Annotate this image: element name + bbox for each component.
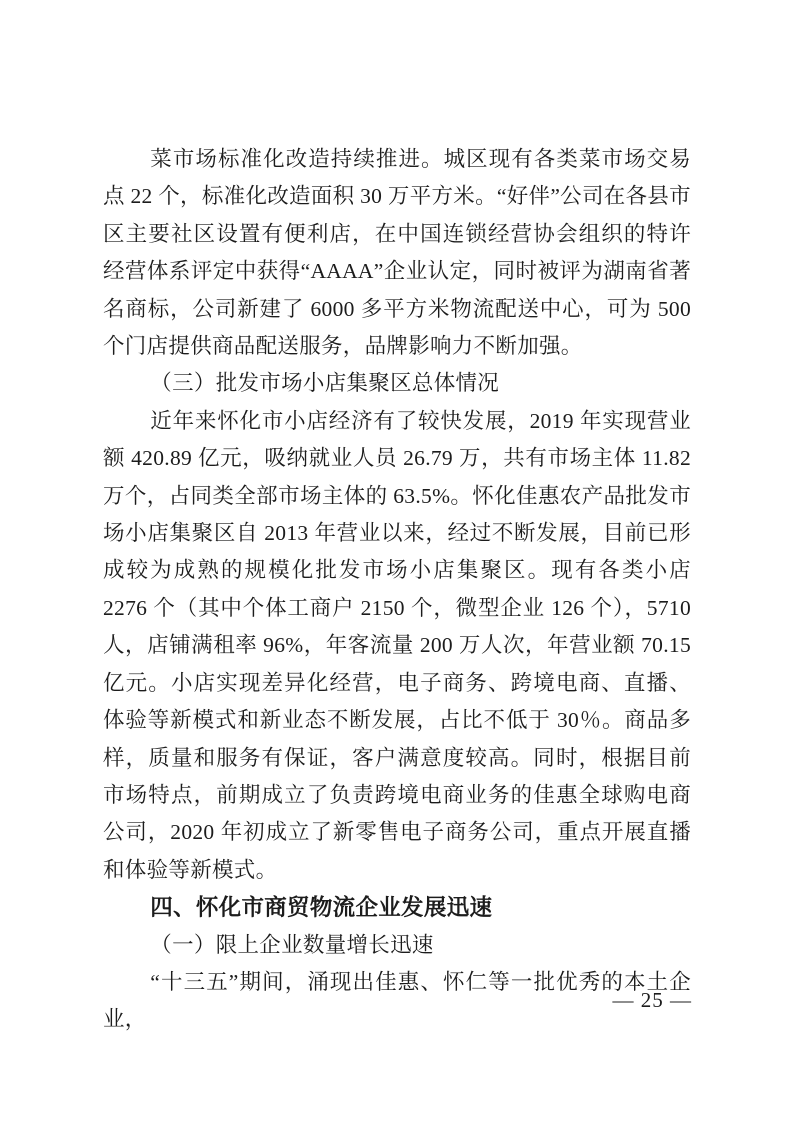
chapter-heading-4-logistics-enterprises: 四、怀化市商贸物流企业发展迅速 xyxy=(150,895,493,921)
section-heading-3-wholesale-market-overview: （三）批发市场小店集聚区总体情况 xyxy=(150,371,500,396)
paragraph-market-renovation: 菜市场标准化改造持续推进。城区现有各类菜市场交易点 22 个，标准化改造面积 30 万平方米。“好伴”公司在各县市区主要社区设置有便利店，在中国连锁经营协会组织的特许经营体系评定中获得“AAAA”企业认定，同时被评为湖南省著名商标，公司新建了 6000 多平方米物流配送中心，可为 500 个门店提供商品配送服务，品牌影响力不断加强。 xyxy=(103,147,691,359)
paragraph-13th-five-year-plan: “十三五”期间，涌现出佳惠、怀仁等一批优秀的本土企业， xyxy=(103,969,691,1032)
page-number: — 25 — xyxy=(612,988,692,1012)
section-heading-1-enterprise-growth: （一）限上企业数量增长迅速 xyxy=(150,932,434,957)
document-body xyxy=(103,141,691,1039)
paragraph-small-shop-cluster-stats: 近年来怀化市小店经济有了较快发展，2019 年实现营业额 420.89 亿元，吸纳就业人员 26.79 万，共有市场主体 11.82 万个，占同类全部市场主体的 63.5%。怀化佳惠农产品批发市场小店集聚区自 2013 年营业以来，经过不断发展，目前已形成较为成熟的规模化批发市场小店集聚区。现有各类小店 2276 个（其中个体工商户 2150 个，微型企业 126 个），5710 人，店铺满租率 96%，年客流量 200 万人次，年营业额 70.15 亿元。小店实现差异化经营，电子商务、跨境电商、直播、体验等新模式和新业态不断发展，占比不低于 30％。商品多样，质量和服务有保证，客户满意度较高。同时，根据目前市场特点，前期成立了负责跨境电商业务的佳惠全球购电商公司，2020 年初成立了新零售电子商务公司，重点开展直播和体验等新模式。 xyxy=(103,408,691,882)
